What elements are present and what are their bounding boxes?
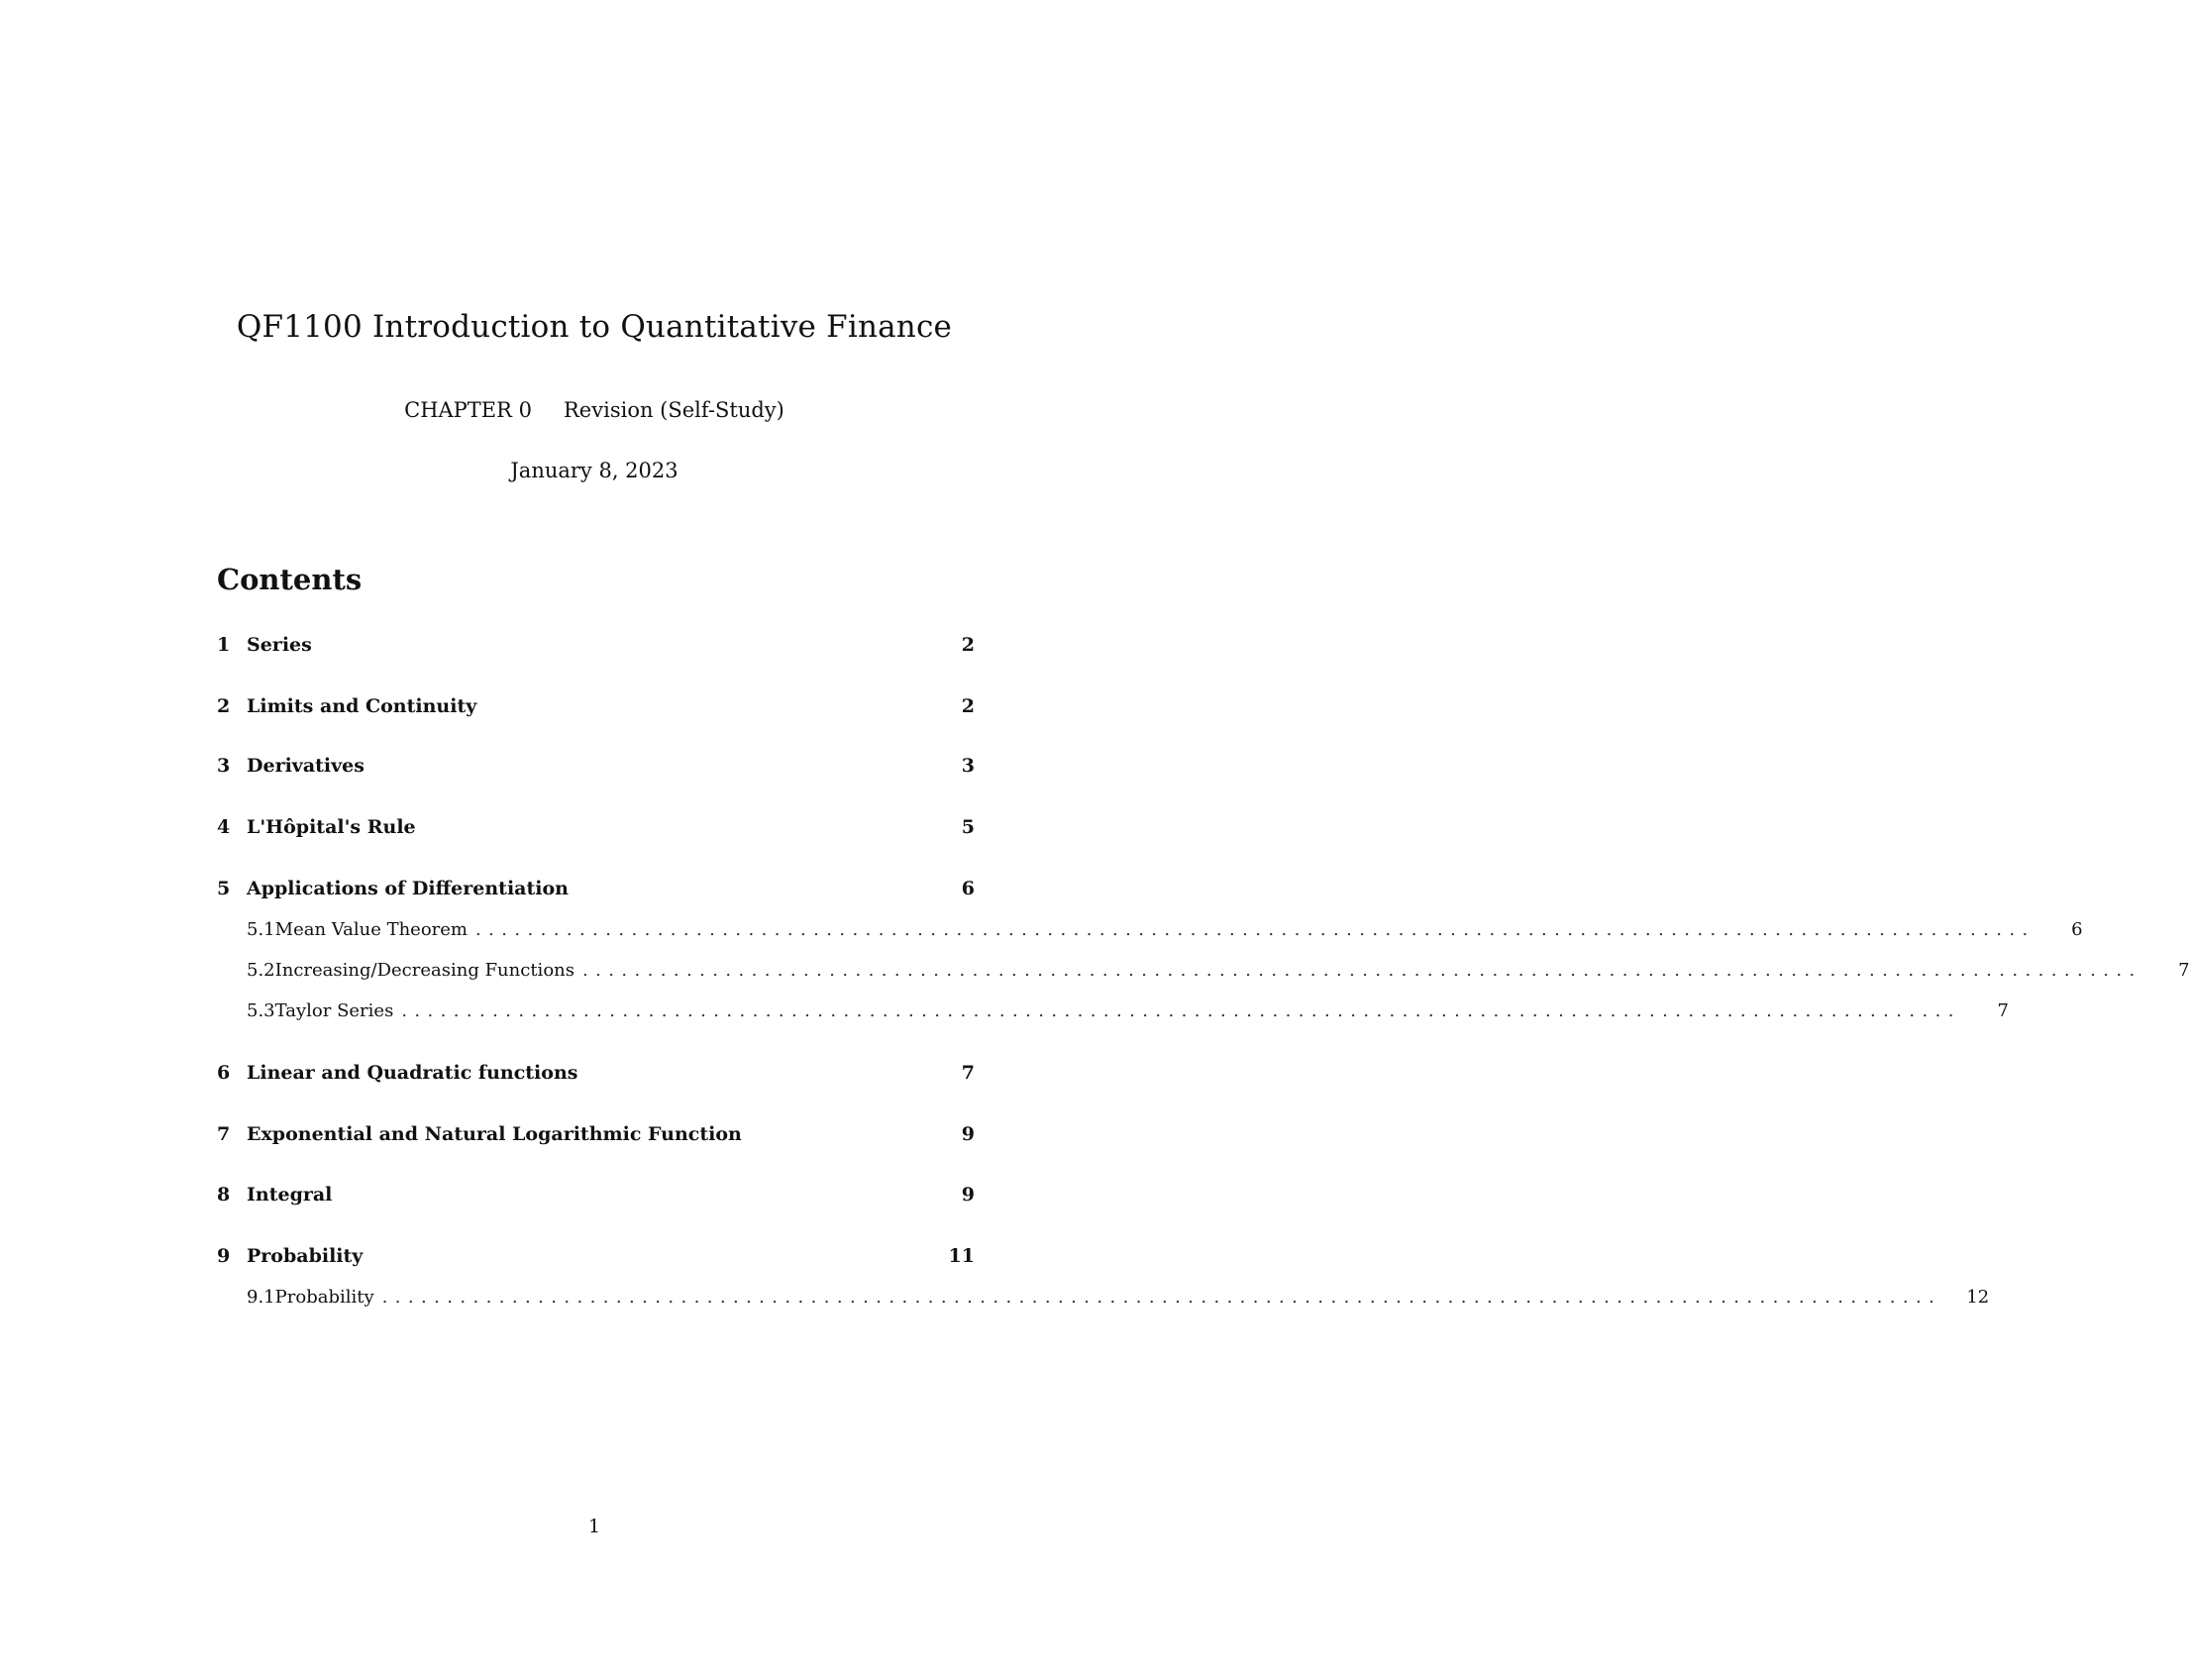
toc-entry-title: Probability — [247, 1245, 364, 1267]
toc-entry-page: 2 — [961, 634, 975, 656]
chapter-subtitle — [0, 398, 1189, 422]
toc-entry-number: 8 — [217, 1184, 231, 1206]
document-title: QF1100 Introduction to Quantitative Finance — [236, 309, 953, 345]
toc-entry[interactable] — [217, 878, 975, 903]
toc-entry-number: 5.2 — [247, 960, 275, 981]
toc-entry-title: Mean Value Theorem — [274, 919, 468, 940]
toc-leader-dots: ........................................................................................................................ — [581, 960, 2142, 981]
toc-entry-page: 12 — [1966, 1287, 1990, 1308]
toc-entry[interactable] — [217, 1287, 1990, 1312]
toc-entry[interactable] — [217, 634, 975, 660]
toc-entry-title: Probability — [274, 1287, 374, 1308]
toc-entry-number: 4 — [217, 816, 231, 838]
toc-entry-page: 9 — [961, 1184, 975, 1206]
toc-entry-number: 7 — [217, 1123, 231, 1145]
toc-entry-number: 5.1 — [247, 919, 275, 940]
toc-entry-number: 2 — [217, 695, 231, 717]
toc-entry-page: 9 — [961, 1123, 975, 1145]
toc-entry[interactable] — [217, 960, 2190, 986]
toc-entry-page: 7 — [2178, 960, 2190, 981]
toc-entry-title: Limits and Continuity — [247, 695, 477, 717]
toc-entry-page: 2 — [961, 695, 975, 717]
toc-entry-title: L'Hôpital's Rule — [247, 816, 416, 838]
toc-entry-page: 5 — [961, 816, 975, 838]
toc-entry[interactable] — [217, 1184, 975, 1209]
toc-entry[interactable] — [217, 755, 975, 781]
toc-entry[interactable] — [217, 1000, 2009, 1026]
page-number: 1 — [587, 1516, 601, 1537]
toc-entry-title: Exponential and Natural Logarithmic Function — [247, 1123, 742, 1145]
contents-heading: Contents — [217, 563, 363, 596]
toc-entry-page: 3 — [961, 755, 975, 777]
toc-entry-page: 7 — [961, 1062, 975, 1084]
toc-leader-dots: ........................................................................................................................ — [401, 1000, 1961, 1021]
toc-entry-page: 7 — [1997, 1000, 2009, 1021]
toc-entry-number: 6 — [217, 1062, 231, 1084]
toc-entry-number: 3 — [217, 755, 231, 777]
toc-entry[interactable] — [217, 695, 975, 721]
toc-entry-number: 5 — [217, 878, 231, 899]
toc-entry-title: Integral — [247, 1184, 333, 1206]
chapter-title: Revision (Self-Study) — [564, 398, 784, 422]
toc-entry-page: 6 — [2071, 919, 2083, 940]
toc-entry-title: Applications of Differentiation — [247, 878, 569, 899]
toc-entry[interactable] — [217, 1062, 975, 1088]
toc-entry-number: 5.3 — [247, 1000, 275, 1021]
toc-entry-title: Derivatives — [247, 755, 365, 777]
toc-entry-title: Linear and Quadratic functions — [247, 1062, 578, 1084]
toc-leader-dots: ........................................................................................................................ — [381, 1287, 1942, 1308]
toc-entry[interactable] — [217, 1245, 975, 1271]
toc-entry-title: Increasing/Decreasing Functions — [274, 960, 574, 981]
chapter-label: CHAPTER 0 — [404, 398, 532, 422]
toc-entry-number: 9 — [217, 1245, 231, 1267]
toc-leader-dots: ........................................................................................................................ — [474, 919, 2035, 940]
toc-entry-number: 1 — [217, 634, 231, 656]
toc-entry-number: 9.1 — [247, 1287, 275, 1308]
document-date: January 8, 2023 — [510, 459, 678, 482]
toc-entry-page: 6 — [961, 878, 975, 899]
toc-entry-title: Series — [247, 634, 312, 656]
toc-entry-page: 11 — [948, 1245, 975, 1267]
toc-entry[interactable] — [217, 816, 975, 842]
toc-entry-title: Taylor Series — [274, 1000, 394, 1021]
toc-entry[interactable] — [217, 919, 2083, 945]
toc-entry[interactable] — [217, 1123, 975, 1149]
